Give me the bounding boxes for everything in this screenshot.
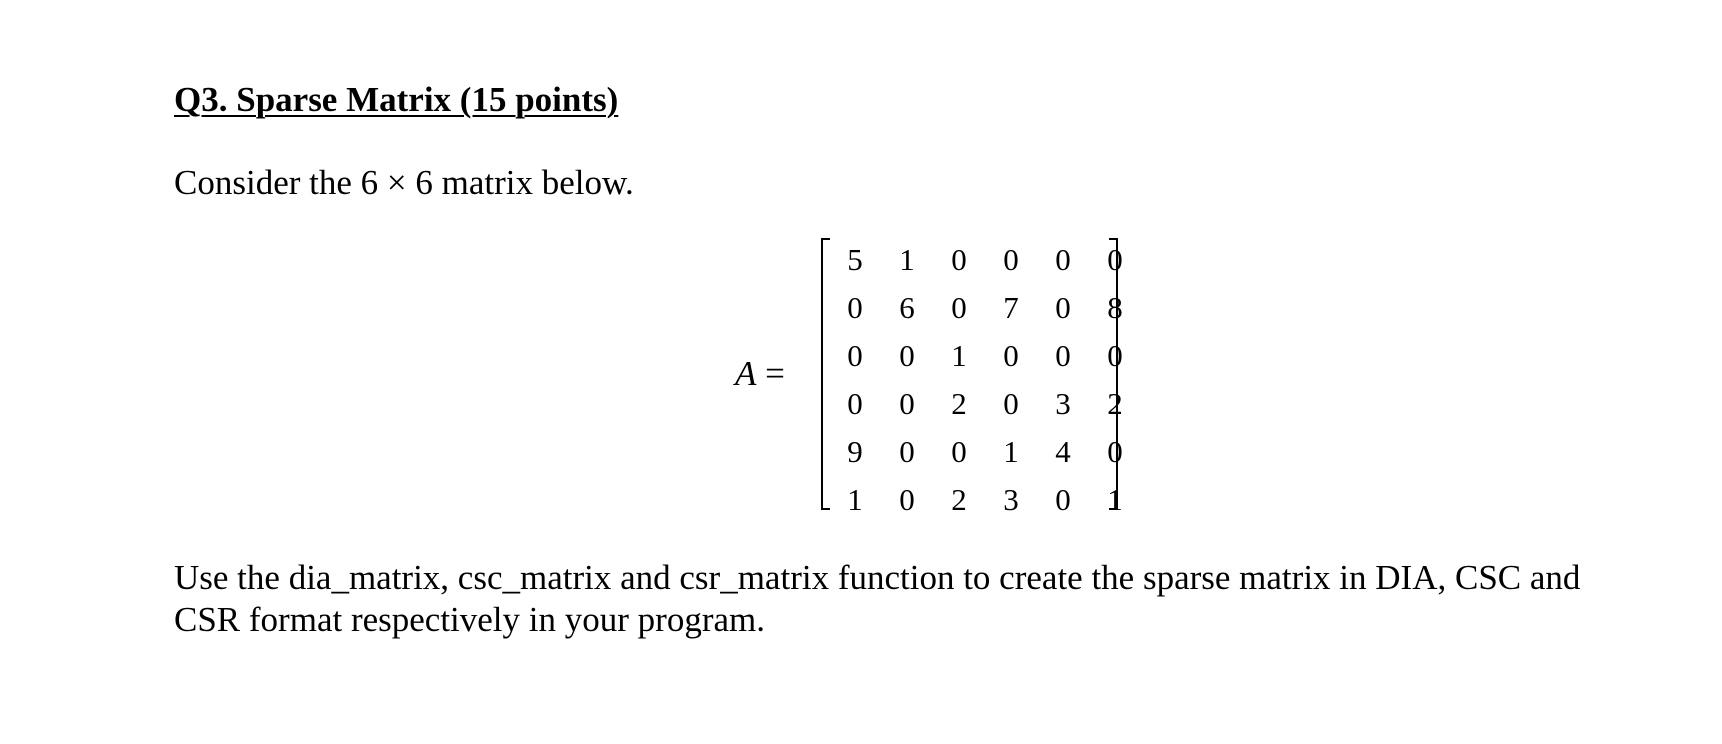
matrix-cell: 0	[1107, 242, 1123, 277]
matrix-cell: 0	[1003, 242, 1019, 277]
matrix-cell: 8	[1107, 290, 1123, 325]
matrix-cell: 0	[1055, 338, 1071, 373]
matrix-cell: 1	[1107, 482, 1123, 517]
matrix-cell: 0	[899, 386, 915, 421]
matrix-cell: 0	[899, 482, 915, 517]
matrix-cell: 1	[1003, 434, 1019, 469]
matrix-cell: 2	[951, 482, 967, 517]
matrix-cell: 2	[1107, 386, 1123, 421]
task-text: Use the dia_matrix, csc_matrix and csr_matrix function to create the sparse matrix in DIA, CSC and CSR format respectively in your program.	[174, 558, 1581, 639]
matrix-cell: 2	[951, 386, 967, 421]
question-heading: Q3. Sparse Matrix (15 points)	[174, 80, 619, 119]
matrix-cell: 3	[1003, 482, 1019, 517]
matrix-cell: 0	[899, 338, 915, 373]
matrix-cell: 7	[1003, 290, 1019, 325]
matrix-cell: 1	[847, 482, 863, 517]
matrix-cell: 0	[951, 434, 967, 469]
matrix-cell: 0	[951, 242, 967, 277]
matrix-cell: 4	[1055, 434, 1071, 469]
matrix-cell: 6	[899, 290, 915, 325]
matrix-cell: 0	[1107, 434, 1123, 469]
matrix-cell: 0	[1003, 338, 1019, 373]
matrix-cell: 1	[899, 242, 915, 277]
matrix-cell: 0	[847, 338, 863, 373]
matrix-grid	[829, 236, 1141, 524]
matrix-cell: 0	[847, 290, 863, 325]
matrix-cell: 0	[1003, 386, 1019, 421]
equals-sign: =	[765, 354, 785, 393]
matrix-cell: 0	[1055, 242, 1071, 277]
matrix-equation	[735, 236, 1135, 516]
intro-text: Consider the 6 × 6 matrix below.	[174, 163, 634, 202]
matrix-lhs	[735, 354, 785, 394]
matrix-cell: 3	[1055, 386, 1071, 421]
matrix-cell: 9	[847, 434, 863, 469]
matrix-cell: 0	[1055, 290, 1071, 325]
matrix-cell: 5	[847, 242, 863, 277]
matrix-cell: 0	[1055, 482, 1071, 517]
matrix-cell: 0	[1107, 338, 1123, 373]
matrix-cell: 0	[899, 434, 915, 469]
matrix-cell: 0	[847, 386, 863, 421]
matrix-cell: 0	[951, 290, 967, 325]
matrix-variable: A	[735, 354, 757, 393]
matrix-cell: 1	[951, 338, 967, 373]
right-bracket	[1109, 238, 1118, 510]
